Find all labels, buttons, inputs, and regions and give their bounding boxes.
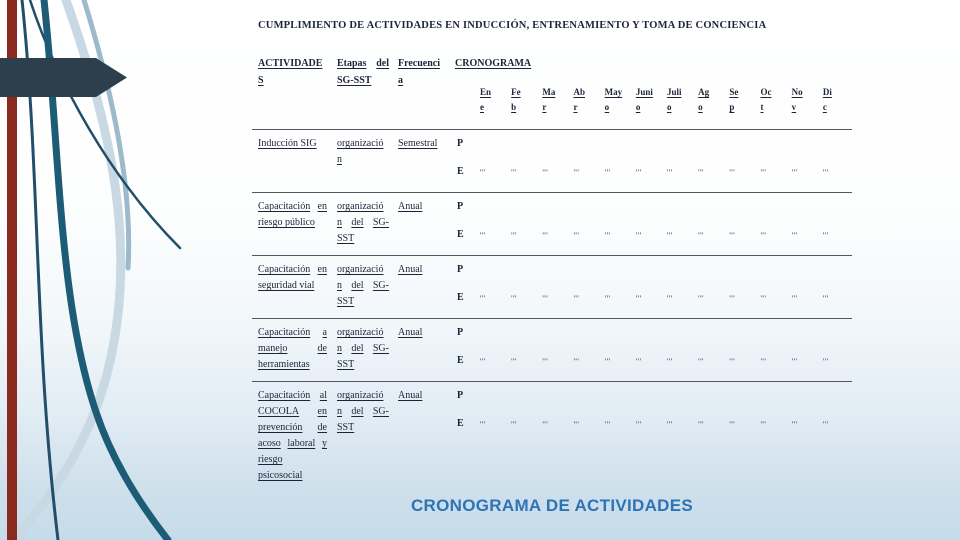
cell-frecuencia: Anual (398, 264, 423, 275)
month-cell (821, 199, 852, 227)
pe-label: E (457, 166, 464, 177)
month-cell: ''' (542, 294, 549, 303)
pe-label: P (457, 327, 464, 338)
month-cell: ''' (604, 357, 611, 366)
month-cell (540, 388, 571, 416)
month-cell: ''' (542, 168, 549, 177)
month-cell: ''' (822, 294, 829, 303)
month-cell (478, 325, 509, 353)
header-cronograma-group (455, 49, 852, 115)
table-row (252, 129, 852, 192)
month-cell (603, 136, 634, 164)
month-cell: ''' (604, 168, 611, 177)
month-cell: ''' (698, 420, 704, 429)
month-cell (571, 199, 602, 227)
month-cell: ''' (760, 420, 767, 429)
month-cell: ''' (480, 357, 486, 366)
cell-actividad: Capacitación en seguridad vial (258, 264, 327, 291)
month-cell: ''' (791, 294, 798, 303)
month-cell (665, 262, 696, 290)
cell-frecuencia: Semestral (398, 138, 438, 149)
table-row (252, 318, 852, 381)
month-cell: ''' (635, 420, 642, 429)
month-header: Fe b (511, 87, 521, 112)
cell-actividad: Capacitación a manejo de herramientas (258, 327, 327, 370)
month-cell: ''' (480, 231, 486, 240)
month-cell: ''' (666, 231, 673, 240)
pe-label: P (457, 390, 464, 401)
month-cell (790, 262, 821, 290)
month-cell: ''' (698, 357, 704, 366)
month-cell: ''' (729, 231, 736, 240)
month-cell (665, 388, 696, 416)
month-cell (696, 388, 727, 416)
month-cell (634, 388, 665, 416)
month-cell (665, 199, 696, 227)
schedule-subrow-e (455, 416, 852, 444)
activities-table (252, 18, 852, 492)
month-cell: ''' (666, 420, 673, 429)
month-cell: ''' (480, 420, 486, 429)
cell-etapa: organizació n del SG- SST (337, 264, 389, 307)
schedule-subrow-e (455, 353, 852, 381)
month-cell: ''' (698, 294, 704, 303)
month-cell (634, 199, 665, 227)
table-header (252, 49, 852, 129)
month-cell: ''' (573, 294, 580, 303)
month-cell: ''' (729, 168, 736, 177)
month-cell (758, 388, 789, 416)
month-cell: ''' (791, 168, 798, 177)
month-cell (790, 136, 821, 164)
schedule-subrow-p (455, 388, 852, 416)
cronograma-cells (455, 256, 852, 318)
month-cell: ''' (729, 294, 736, 303)
month-cell (603, 388, 634, 416)
month-cell: ''' (573, 168, 580, 177)
pe-label: E (457, 355, 464, 366)
month-cell: ''' (573, 420, 580, 429)
month-cell: ''' (573, 357, 580, 366)
month-header: Se p (729, 87, 739, 112)
month-header: Oc t (760, 87, 772, 112)
month-cell (696, 199, 727, 227)
month-cell (696, 136, 727, 164)
month-cell (696, 325, 727, 353)
month-cell (509, 199, 540, 227)
month-cell (727, 388, 758, 416)
month-cell (790, 325, 821, 353)
month-cell (758, 262, 789, 290)
month-cell (790, 388, 821, 416)
pe-label: P (457, 201, 464, 212)
month-cell (571, 388, 602, 416)
pe-label: P (457, 138, 464, 149)
cell-actividad: Capacitación en riesgo público (258, 201, 327, 228)
schedule-subrow-p (455, 199, 852, 227)
month-cell (571, 136, 602, 164)
month-cell (540, 199, 571, 227)
month-cell: ''' (698, 168, 704, 177)
schedule-subrow-p (455, 262, 852, 290)
header-actividades: ACTIVIDADE S (258, 58, 323, 86)
month-cell: ''' (480, 168, 486, 177)
month-cell (727, 136, 758, 164)
month-cell: ''' (511, 420, 517, 429)
month-cell (790, 199, 821, 227)
month-header: May o (604, 87, 623, 112)
month-cell: ''' (511, 294, 517, 303)
month-cell: ''' (604, 420, 611, 429)
month-cell: ''' (791, 357, 798, 366)
month-cell: ''' (760, 357, 767, 366)
table-row (252, 192, 852, 255)
month-cell (478, 136, 509, 164)
month-cell: ''' (635, 231, 642, 240)
month-cell: ''' (822, 420, 829, 429)
cell-actividad: Capacitación al COCOLA en prevención de acoso laboral y riesgo psicosocial (258, 390, 327, 481)
month-cell: ''' (822, 231, 829, 240)
pe-label: E (457, 229, 464, 240)
header-cronograma: CRONOGRAMA (455, 58, 532, 69)
table-title: CUMPLIMIENTO DE ACTIVIDADES EN INDUCCIÓN, ENTRENAMIENTO Y TOMA DE CONCIENCIA (258, 20, 767, 31)
cell-etapa: organizació n (337, 138, 384, 165)
month-header: Ab r (573, 87, 585, 112)
month-cell: ''' (511, 231, 517, 240)
month-cell: ''' (822, 168, 829, 177)
month-cell (821, 136, 852, 164)
month-cell: ''' (573, 231, 580, 240)
month-cell: ''' (480, 294, 486, 303)
month-cell: ''' (635, 168, 642, 177)
month-cell (540, 262, 571, 290)
month-cell: ''' (666, 357, 673, 366)
month-cell (478, 262, 509, 290)
table-row (252, 381, 852, 492)
month-cell (727, 325, 758, 353)
months-row (455, 85, 852, 115)
schedule-subrow-p (455, 325, 852, 353)
month-cell: ''' (604, 294, 611, 303)
month-cell (571, 325, 602, 353)
month-header: No v (791, 87, 803, 112)
cell-etapa: organizació n del SG- SST (337, 327, 389, 370)
month-cell: ''' (729, 357, 736, 366)
month-cell (603, 262, 634, 290)
table-body (252, 129, 852, 492)
month-cell (571, 262, 602, 290)
month-cell (540, 325, 571, 353)
schedule-subrow-e (455, 164, 852, 192)
cronograma-cells (455, 382, 852, 492)
month-header: Di c (822, 87, 832, 112)
month-cell: ''' (822, 357, 829, 366)
schedule-subrow-e (455, 290, 852, 318)
month-cell: ''' (729, 420, 736, 429)
month-cell: ''' (791, 231, 798, 240)
month-cell (727, 262, 758, 290)
month-cell: ''' (760, 168, 767, 177)
cronograma-cells (455, 193, 852, 255)
pe-column-spacer (455, 85, 478, 115)
cell-frecuencia: Anual (398, 201, 423, 212)
month-cell: ''' (604, 231, 611, 240)
cell-etapa: organizació n del SG- SST (337, 201, 389, 244)
month-cell (509, 262, 540, 290)
arrow-shape (0, 58, 128, 98)
month-cell: ''' (542, 420, 549, 429)
cronograma-cells (455, 130, 852, 192)
month-cell (634, 325, 665, 353)
schedule-subrow-p (455, 136, 852, 164)
month-cell (821, 262, 852, 290)
month-cell (758, 325, 789, 353)
month-cell (821, 325, 852, 353)
month-cell: ''' (760, 294, 767, 303)
month-cell: ''' (542, 357, 549, 366)
header-frecuencia: Frecuenci a (398, 58, 441, 86)
month-cell: ''' (635, 294, 642, 303)
schedule-subrow-e (455, 227, 852, 255)
cell-frecuencia: Anual (398, 390, 423, 401)
cronograma-cells (455, 319, 852, 381)
month-cell (634, 262, 665, 290)
month-cell: ''' (791, 420, 798, 429)
month-header: Ma r (542, 87, 556, 112)
month-cell (758, 199, 789, 227)
cell-actividad: Inducción SIG (258, 138, 317, 149)
pe-label: E (457, 292, 464, 303)
pe-label: P (457, 264, 464, 275)
month-cell (665, 136, 696, 164)
month-cell: ''' (511, 357, 517, 366)
month-cell (696, 262, 727, 290)
month-cell (727, 199, 758, 227)
month-cell: ''' (666, 168, 673, 177)
month-header: En e (480, 87, 492, 112)
month-cell: ''' (542, 231, 549, 240)
month-header: Ag o (698, 87, 710, 112)
month-cell: ''' (698, 231, 704, 240)
month-cell (634, 136, 665, 164)
month-cell (478, 199, 509, 227)
month-cell (758, 136, 789, 164)
month-header: Juli o (666, 87, 682, 112)
cell-etapa: organizació n del SG- SST (337, 390, 389, 433)
month-cell (540, 136, 571, 164)
pe-label: E (457, 418, 464, 429)
month-cell: ''' (666, 294, 673, 303)
month-cell (821, 388, 852, 416)
month-cell: ''' (760, 231, 767, 240)
month-cell (665, 325, 696, 353)
month-cell: ''' (635, 357, 642, 366)
month-cell (603, 325, 634, 353)
month-header: Juni o (635, 87, 653, 112)
month-cell (509, 325, 540, 353)
header-etapas: Etapas del SG-SST (337, 58, 389, 86)
table-row (252, 255, 852, 318)
month-cell (509, 388, 540, 416)
month-cell (478, 388, 509, 416)
slide-caption: CRONOGRAMA DE ACTIVIDADES (410, 496, 694, 515)
cell-frecuencia: Anual (398, 327, 423, 338)
month-cell (509, 136, 540, 164)
month-cell: ''' (511, 168, 517, 177)
month-cell (603, 199, 634, 227)
